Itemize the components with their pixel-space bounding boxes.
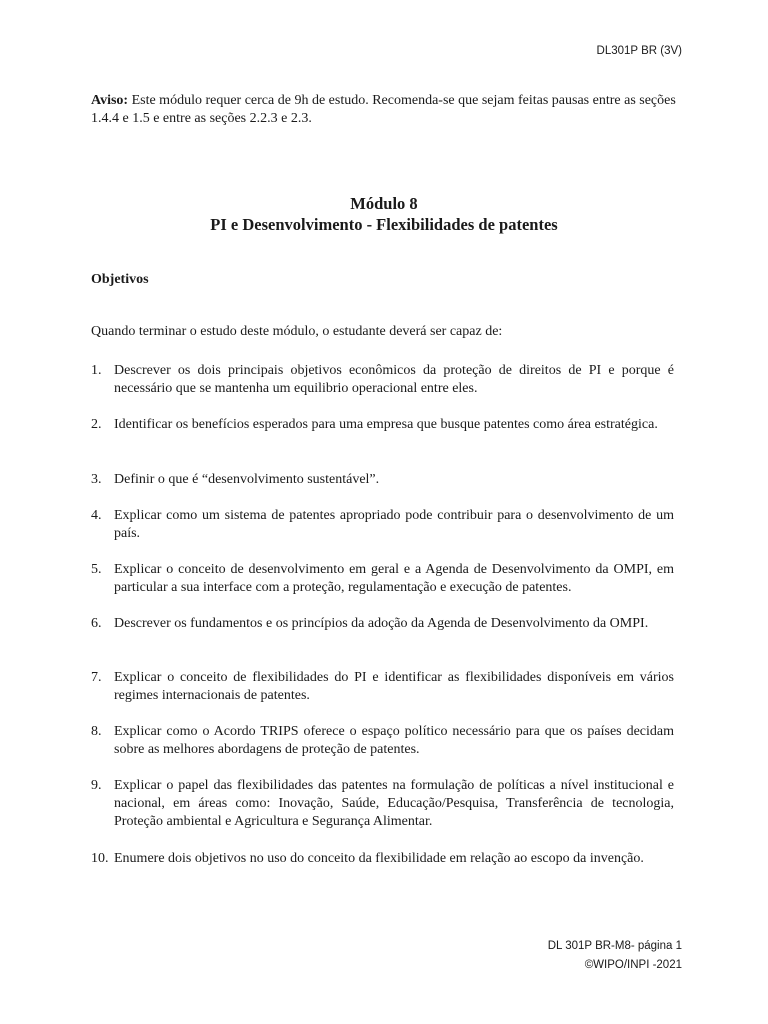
objective-number: 6. [91, 616, 102, 631]
module-subtitle: PI e Desenvolvimento - Flexibilidades de patentes [210, 215, 558, 234]
objectives-intro: Quando terminar o estudo deste módulo, o estudante deverá ser capaz de: [91, 324, 503, 339]
objective-text: Descrever os fundamentos e os princípios da adoção da Agenda de Desenvolvimento da OMPI. [114, 616, 649, 631]
notice-text: Este módulo requer cerca de 9h de estudo. Recomenda-se que sejam feitas pausas entre as seções 1.4.4 e 1.5 e entre as seções 2.2.3 e 2.3. [91, 93, 676, 126]
objective-number: 1. [91, 363, 102, 378]
objective-number: 4. [91, 508, 102, 523]
module-number: Módulo 8 [350, 194, 418, 213]
objective-number: 9. [91, 778, 102, 793]
objective-number: 10. [91, 851, 109, 866]
objective-text: Explicar como o Acordo TRIPS oferece o espaço político necessário para que os países decidam sobre as melhores abordagens de proteção de patentes. [114, 724, 674, 757]
objective-number: 5. [91, 562, 102, 577]
objective-text: Explicar o papel das flexibilidades das patentes na formulação de políticas a nível institucional e nacional, em áreas como: Inovação, Saúde, Educação/Pesquisa, Transferência de tecnologia, Proteção ambiental e Agricultura e Segurança Alimentar. [114, 778, 674, 829]
objective-text: Explicar o conceito de flexibilidades do PI e identificar as flexibilidades disponíveis em vários regimes internacionais de patentes. [114, 670, 674, 703]
objective-item [91, 561, 674, 597]
objective-number: 3. [91, 472, 102, 487]
objective-item [91, 507, 674, 543]
objective-number: 7. [91, 670, 102, 685]
objective-item [91, 723, 674, 759]
module-title-block [0, 193, 768, 235]
objective-number: 2. [91, 417, 102, 432]
objective-text: Explicar como um sistema de patentes apropriado pode contribuir para o desenvolvimento de um país. [114, 508, 674, 541]
objective-item [91, 416, 674, 434]
objective-item [91, 850, 674, 868]
objective-item [91, 471, 674, 489]
objective-text: Identificar os benefícios esperados para uma empresa que busque patentes como área estratégica. [114, 417, 658, 432]
objective-item [91, 362, 674, 398]
objective-item [91, 777, 674, 831]
copyright: ©WIPO/INPI -2021 [584, 959, 682, 971]
objective-text: Enumere dois objetivos no uso do conceito da flexibilidade em relação ao escopo da invenção. [114, 851, 644, 866]
objective-item [91, 615, 674, 633]
objective-text: Definir o que é “desenvolvimento sustentável”. [114, 472, 380, 487]
notice-label: Aviso: [91, 93, 129, 108]
page-footer [548, 937, 682, 975]
objective-number: 8. [91, 724, 102, 739]
page-number: DL 301P BR-M8- página 1 [547, 940, 682, 952]
objectives-heading: Objetivos [91, 272, 149, 287]
objective-text: Explicar o conceito de desenvolvimento em geral e a Agenda de Desenvolvimento da OMPI, em particular a sua interface com a proteção, regulamentação e execução de patentes. [114, 562, 674, 595]
objective-text: Descrever os dois principais objetivos econômicos da proteção de direitos de PI e porque é necessário que se mantenha um equilibrio operacional entre eles. [114, 363, 674, 396]
document-code: DL301P BR (3V) [596, 45, 682, 57]
objective-item [91, 669, 674, 705]
study-notice [91, 92, 681, 128]
